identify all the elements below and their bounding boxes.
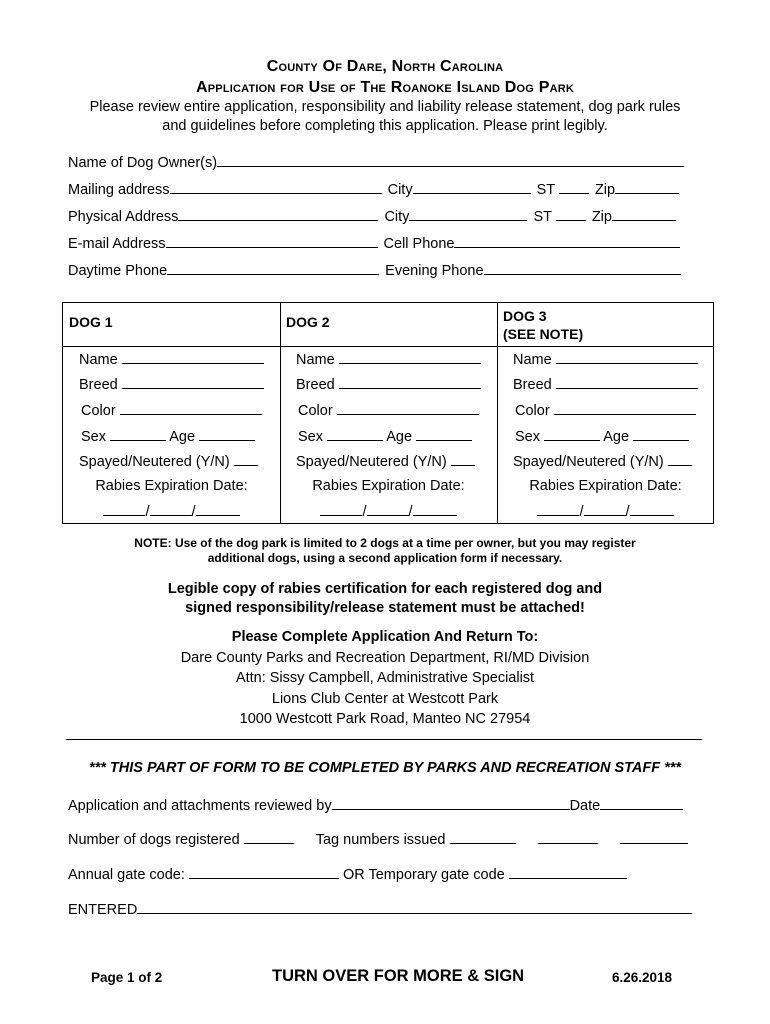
dog2-rabies-year[interactable] [413, 501, 457, 516]
form-subtitle [0, 79, 770, 97]
dog1-rabies-month[interactable] [103, 501, 145, 516]
dog2-spayed-field[interactable] [451, 451, 475, 466]
dog2-name-field[interactable] [339, 349, 481, 364]
physical-field[interactable] [178, 206, 378, 221]
physical-st-field[interactable] [556, 206, 586, 221]
page-number: Page 1 of 2 [91, 970, 163, 985]
dog2-breed-label: Breed [296, 377, 335, 393]
dog3-column [497, 303, 714, 523]
return-address-line-1: Dare County Parks and Recreation Department, RI/MD Division [180, 650, 590, 666]
physical-city-field[interactable] [409, 206, 527, 221]
email-field[interactable] [166, 233, 378, 248]
dog1-color-label: Color [81, 403, 116, 419]
dog2-rabies-label: Rabies Expiration Date: [312, 478, 465, 494]
dog3-rabies-year[interactable] [630, 501, 674, 516]
dog1-rabies-date[interactable] [63, 501, 280, 521]
return-address-line-2: Attn: Sissy Campbell, Administrative Specialist [235, 670, 535, 686]
reviewed-field[interactable] [332, 795, 570, 810]
dog2-color-row [298, 400, 479, 420]
dogs-table [62, 302, 714, 524]
dog1-breed-row [79, 374, 264, 394]
dog2-sex-label: Sex [298, 429, 323, 445]
daytime-label: Daytime Phone [68, 263, 168, 279]
date-slash: / [191, 504, 196, 520]
mailing-st-label: ST [536, 182, 555, 198]
dog1-name-row [79, 349, 264, 369]
county-title: County Of Dare, North Carolina [266, 58, 504, 75]
dog1-spayed-field[interactable] [234, 451, 258, 466]
temporary-label: OR Temporary gate code [342, 867, 505, 883]
dog1-rabies-year[interactable] [196, 501, 240, 516]
form-title [0, 58, 770, 76]
rabies-requirement-line-1: Legible copy of rabies certification for each registered dog and [167, 581, 603, 597]
dog1-spayed-row [79, 451, 258, 471]
dog3-spayed-field[interactable] [668, 451, 692, 466]
dog3-name-label: Name [513, 352, 552, 368]
dog1-sex-row [81, 426, 255, 446]
gate-code-row [68, 864, 627, 884]
dog3-sex-field[interactable] [544, 426, 600, 441]
return-address-line-3: Lions Club Center at Westcott Park [271, 691, 499, 707]
evening-field[interactable] [484, 260, 681, 275]
return-heading: Please Complete Application And Return To: [231, 629, 539, 645]
email-row [68, 233, 680, 253]
date-slash: / [408, 504, 413, 520]
dog1-age-label: Age [169, 429, 196, 445]
dog1-color-row [81, 400, 262, 420]
dog3-breed-row [513, 374, 698, 394]
dog3-rabies-day[interactable] [584, 501, 626, 516]
dog1-breed-field[interactable] [122, 374, 264, 389]
dogs-registered-row [68, 829, 688, 849]
form-version: 6.26.2018 [612, 970, 673, 985]
physical-st-label: ST [533, 209, 552, 225]
note-line-1: NOTE: Use of the dog park is limited to 2 dogs at a time per owner, but you may register [134, 536, 636, 550]
reviewed-label: Application and attachments reviewed by [68, 798, 332, 814]
dog2-age-label: Age [386, 429, 413, 445]
intro-line-2: and guidelines before completing this application. Please print legibly. [162, 118, 608, 134]
dog2-breed-field[interactable] [339, 374, 481, 389]
dog2-breed-row [296, 374, 481, 394]
dog3-rabies-month[interactable] [537, 501, 579, 516]
turn-over-notice: TURN OVER FOR MORE & SIGN [272, 967, 525, 985]
annual-field[interactable] [189, 864, 339, 879]
dog2-color-label: Color [298, 403, 333, 419]
entered-row [68, 899, 692, 919]
dog3-sex-label: Sex [515, 429, 540, 445]
dog1-heading: DOG 1 [69, 314, 113, 330]
entered-label: ENTERED [68, 902, 138, 918]
date-slash: / [579, 504, 584, 520]
owner-name-label: Name of Dog Owner(s) [68, 155, 218, 171]
tag-field-1[interactable] [450, 829, 516, 844]
mailing-zip-field[interactable] [615, 179, 679, 194]
dog1-name-field[interactable] [122, 349, 264, 364]
dog2-rabies-month[interactable] [320, 501, 362, 516]
dog1-sex-label: Sex [81, 429, 106, 445]
entered-field[interactable] [137, 899, 692, 914]
date-slash: / [625, 504, 630, 520]
note-line-2: additional dogs, using a second application form if necessary. [207, 551, 563, 565]
date-label: Date [569, 798, 601, 814]
mailing-zip-label: Zip [594, 182, 616, 198]
physical-row [68, 206, 676, 226]
physical-zip-label: Zip [591, 209, 612, 225]
physical-label: Physical Address [68, 209, 179, 225]
daytime-field[interactable] [167, 260, 379, 275]
dog3-color-label: Color [515, 403, 550, 419]
dog3-name-field[interactable] [556, 349, 698, 364]
dog3-name-row [513, 349, 698, 369]
dog3-age-field[interactable] [633, 426, 689, 441]
date-slash: / [362, 504, 367, 520]
num-dogs-label: Number of dogs registered [68, 832, 240, 848]
dog3-spayed-label: Spayed/Neutered (Y/N) [513, 454, 664, 470]
phone-row [68, 260, 681, 280]
dog2-name-row [296, 349, 481, 369]
physical-city-label: City [384, 209, 410, 225]
dog1-name-label: Name [79, 352, 118, 368]
evening-label: Evening Phone [385, 263, 484, 279]
return-address-line-4: 1000 Westcott Park Road, Manteo NC 27954 [239, 711, 531, 727]
tag-field-2[interactable] [538, 829, 598, 844]
mailing-st-field[interactable] [559, 179, 589, 194]
mailing-row [68, 179, 679, 199]
date-slash: / [145, 504, 150, 520]
dog3-color-field[interactable] [554, 400, 696, 415]
dog3-age-label: Age [603, 429, 630, 445]
dog2-column [280, 303, 497, 523]
dog1-column [63, 303, 280, 523]
tag-field-3[interactable] [620, 829, 688, 844]
mailing-label: Mailing address [68, 182, 170, 198]
mailing-field[interactable] [170, 179, 382, 194]
mailing-city-label: City [387, 182, 413, 198]
owner-name-field[interactable] [217, 152, 684, 167]
num-dogs-field[interactable] [244, 829, 294, 844]
dog3-breed-field[interactable] [556, 374, 698, 389]
dog1-spayed-label: Spayed/Neutered (Y/N) [79, 454, 230, 470]
dog1-sex-field[interactable] [110, 426, 166, 441]
cell-label: Cell Phone [383, 236, 455, 252]
application-title: Application for Use of The Roanoke Island Dog Park [195, 79, 575, 96]
dog2-sex-row [298, 426, 472, 446]
dog3-heading: DOG 3 [503, 308, 547, 324]
dog2-rabies-date[interactable] [280, 501, 497, 521]
section-divider [66, 739, 702, 740]
dog3-rabies-date[interactable] [497, 501, 714, 521]
cell-field[interactable] [454, 233, 680, 248]
owner-name-row [68, 152, 684, 172]
dog2-spayed-row [296, 451, 475, 471]
rabies-requirement-line-2: signed responsibility/release statement must be attached! [185, 600, 585, 616]
reviewed-row [68, 795, 683, 815]
dog2-spayed-label: Spayed/Neutered (Y/N) [296, 454, 447, 470]
dog3-see-note: (SEE NOTE) [503, 326, 584, 342]
annual-label: Annual gate code: [68, 867, 185, 883]
mailing-city-field[interactable] [413, 179, 531, 194]
dog2-color-field[interactable] [337, 400, 479, 415]
physical-zip-field[interactable] [612, 206, 676, 221]
dog2-rabies-day[interactable] [367, 501, 409, 516]
dog3-rabies-label: Rabies Expiration Date: [529, 478, 682, 494]
date-field[interactable] [600, 795, 683, 810]
email-label: E-mail Address [68, 236, 166, 252]
dog1-breed-label: Breed [79, 377, 118, 393]
dog1-rabies-day[interactable] [150, 501, 192, 516]
dog3-spayed-row [513, 451, 692, 471]
staff-heading: *** THIS PART OF FORM TO BE COMPLETED BY PARKS AND RECREATION STAFF *** [88, 760, 682, 776]
tags-label: Tag numbers issued [315, 832, 446, 848]
dog3-color-row [515, 400, 696, 420]
intro-line-1: Please review entire application, responsibility and liability release statement, dog park rules [89, 99, 681, 115]
dog1-rabies-label: Rabies Expiration Date: [95, 478, 248, 494]
dog3-breed-label: Breed [513, 377, 552, 393]
dog1-color-field[interactable] [120, 400, 262, 415]
dog2-age-field[interactable] [416, 426, 472, 441]
dog2-sex-field[interactable] [327, 426, 383, 441]
dog1-age-field[interactable] [199, 426, 255, 441]
dog2-heading: DOG 2 [286, 314, 330, 330]
dog3-sex-row [515, 426, 689, 446]
dog2-name-label: Name [296, 352, 335, 368]
temporary-field[interactable] [509, 864, 627, 879]
